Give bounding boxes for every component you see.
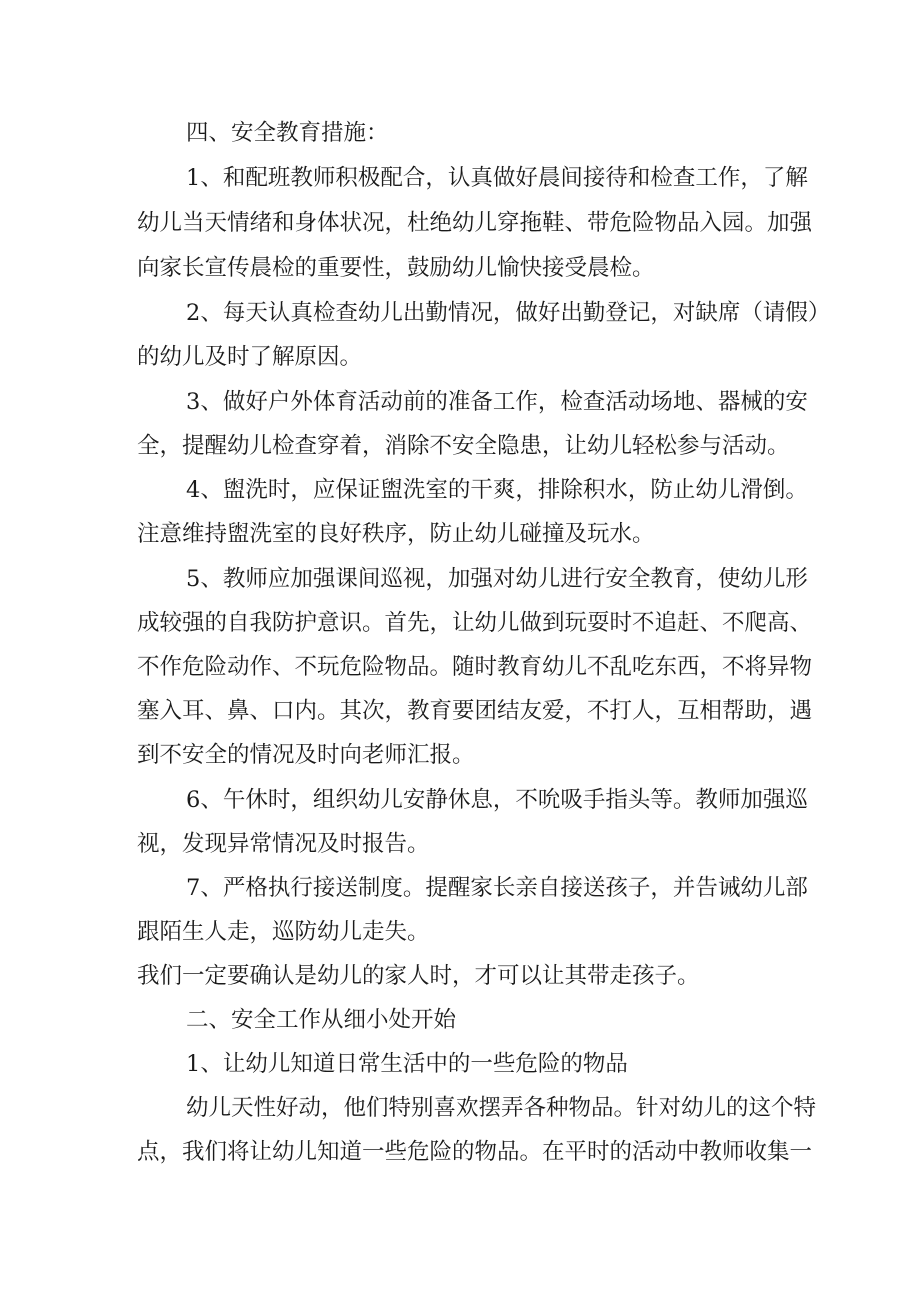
item1-line2: 幼儿当天情绪和身体状况，杜绝幼儿穿拖鞋、带危险物品入园。加强 [137,210,813,236]
item3-line2: 全，提醒幼儿检查穿着，消除不安全隐患，让幼儿轻松参与活动。 [137,433,790,459]
subsection-body-line1: 幼儿天性好动，他们特别喜欢摆弄各种物品。针对幼儿的这个特 [186,1095,817,1121]
item3-line1: 3、做好户外体育活动前的准备工作，检查活动场地、器械的安 [186,389,808,415]
item4-line2: 注意维持盥洗室的良好秩序，防止幼儿碰撞及玩水。 [137,521,655,547]
section-heading-two: 二、安全工作从细小处开始 [186,1007,457,1033]
section-heading-four: 四、安全教育措施： [186,120,389,146]
item2-line2: 的幼儿及时了解原因。 [137,344,363,370]
item7-line1: 7、严格执行接送制度。提醒家长亲自接送孩子，并告诫幼儿部 [186,875,808,901]
item4-line1: 4、盥洗时，应保证盥洗室的干爽，排除积水，防止幼儿滑倒。 [186,477,808,503]
item6-line2: 视，发现异常情况及时报告。 [137,831,430,857]
item6-line1: 6、午休时，组织幼儿安静休息，不吮吸手指头等。教师加强巡 [186,787,808,813]
item5-line2: 成较强的自我防护意识。首先，让幼儿做到玩耍时不追赶、不爬高、 [137,610,813,636]
item1-line3: 向家长宣传晨检的重要性，鼓励幼儿愉快接受晨检。 [137,255,655,281]
subsection-body-line2: 点，我们将让幼儿知道一些危险的物品。在平时的活动中教师收集一 [137,1139,813,1165]
item5-line4: 塞入耳、鼻、口内。其次，教育要团结友爱，不打人，互相帮助，遇 [137,698,813,724]
item5-line5: 到不安全的情况及时向老师汇报。 [137,742,475,768]
subsection-title: 1、让幼儿知道日常生活中的一些危险的物品 [186,1051,628,1077]
item5-line3: 不作危险动作、不玩危险物品。随时教育幼儿不乱吃东西，不将异物 [137,654,813,680]
item7-line2: 跟陌生人走，巡防幼儿走失。 [137,919,430,945]
item5-line1: 5、教师应加强课间巡视，加强对幼儿进行安全教育，使幼儿形 [186,566,808,592]
note-line: 我们一定要确认是幼儿的家人时，才可以让其带走孩子。 [137,963,700,989]
item1-line1: 1、和配班教师积极配合，认真做好晨间接待和检查工作，了解 [186,165,808,191]
item2-line1: 2、每天认真检查幼儿出勤情况，做好出勤登记，对缺席（请假） [186,300,831,326]
